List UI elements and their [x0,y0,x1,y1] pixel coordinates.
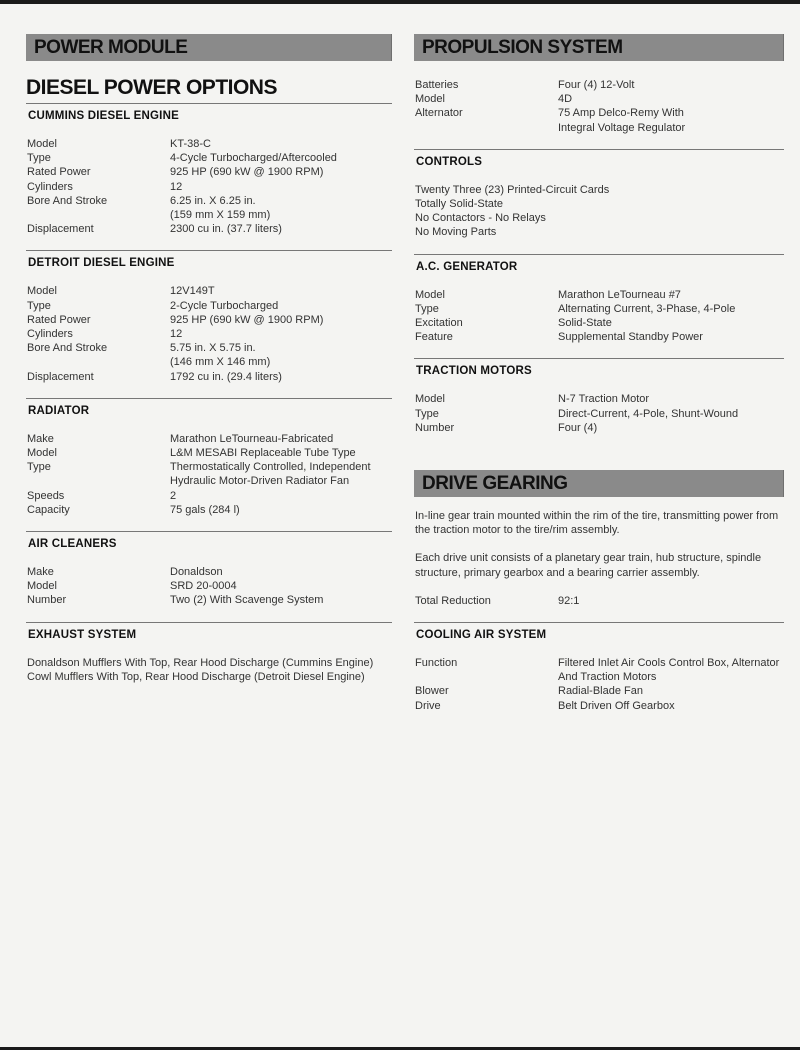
divider [414,622,784,623]
spec-value: Four (4) [558,421,598,434]
controls-list [415,183,784,240]
exhaust-description [27,656,392,684]
spec-row [27,341,392,355]
spec-label: Speeds [27,489,65,502]
divider [26,103,392,104]
drive-gearing-paragraph: In-line gear train mounted within the rim of the tire, transmitting power from the traction motor to the tire/rim assembly. [415,510,779,537]
spec-value: 75 Amp Delco-Remy With [558,107,684,120]
spec-label [415,121,558,135]
spec-row [27,460,392,474]
exhaust-section-title: EXHAUST SYSTEM [28,628,137,641]
controls-item: Totally Solid-State [415,198,504,211]
spec-value: (146 mm X 146 mm) [170,356,271,369]
spec-value: 92:1 [558,594,580,607]
spec-label: Capacity [27,503,70,516]
spec-label: Excitation [415,317,463,330]
drive-gearing-banner: DRIVE GEARING [414,470,784,497]
spec-value: Marathon LeTourneau-Fabricated [170,432,334,445]
spec-label: Bore And Stroke [27,194,108,207]
controls-item: No Contactors - No Relays [415,212,546,225]
spec-value: Direct-Current, 4-Pole, Shunt-Wound [558,407,739,420]
controls-item: Twenty Three (23) Printed-Circuit Cards [415,183,610,196]
spec-row [27,489,392,503]
cummins-section-title: CUMMINS DIESEL ENGINE [28,110,179,122]
spec-value: 2300 cu in. (37.7 liters) [170,223,282,236]
spec-label: Rated Power [27,313,91,326]
spec-row [415,92,784,106]
spec-value: Thermostatically Controlled, Independent [170,461,371,474]
spec-value: L&M MESABI Replaceable Tube Type [170,447,356,460]
spec-row [27,593,392,607]
spec-label: Feature [415,331,453,344]
divider [414,254,784,255]
propulsion-system-banner: PROPULSION SYSTEM [414,34,784,61]
spec-value: 925 HP (690 kW @ 1900 RPM) [170,313,324,326]
radiator-section-title: RADIATOR [28,404,90,417]
spec-value: N-7 Traction Motor [558,393,650,406]
spec-row [415,699,784,713]
ac-generator-section-title: A.C. GENERATOR [416,260,518,273]
spec-row [27,355,392,369]
spec-row [27,222,392,236]
spec-row [27,208,392,222]
spec-row [415,288,784,302]
spec-value: Belt Driven Off Gearbox [558,699,675,712]
spec-row [27,137,392,151]
spec-row [27,327,392,341]
spec-row [27,579,392,593]
spec-row [415,302,784,316]
spec-row [27,194,392,208]
spec-label [415,670,558,684]
spec-row [415,330,784,344]
detroit-spec-list [27,284,392,383]
spec-label: Type [415,302,439,315]
spec-row [415,594,784,608]
spec-label [27,474,170,488]
divider [26,531,392,532]
spec-label: Make [27,566,54,579]
power-module-column [26,34,392,684]
spec-label: Drive [415,699,441,712]
spec-value: Radial-Blade Fan [558,685,643,698]
spec-value: KT-38-C [170,138,211,150]
spec-row [415,121,784,135]
air-cleaners-section-title: AIR CLEANERS [28,538,117,551]
divider [26,250,392,251]
spec-label: Cylinders [27,328,73,341]
spec-row [27,474,392,488]
spec-row [415,656,784,670]
spec-value: 2-Cycle Turbocharged [170,299,279,312]
spec-label: Displacement [27,223,94,236]
spec-label: Model [27,447,57,460]
controls-item: No Moving Parts [415,226,497,239]
spec-value: Four (4) 12-Volt [558,79,635,91]
spec-label: Function [415,657,458,670]
spec-label: Bore And Stroke [27,342,108,355]
spec-row [415,684,784,698]
divider [414,149,784,150]
spec-value: Integral Voltage Regulator [558,121,686,134]
spec-row [415,670,784,684]
spec-label: Model [415,288,445,301]
batteries-spec-list [415,78,784,135]
spec-row [27,432,392,446]
spec-label: Number [27,594,67,607]
controls-section-title: CONTROLS [416,155,483,168]
spec-value: 6.25 in. X 6.25 in. [170,194,256,207]
spec-label: Make [27,432,54,445]
spec-row [27,370,392,384]
spec-row [415,106,784,120]
exhaust-line: Cowl Mufflers With Top, Rear Hood Discharge (Detroit Diesel Engine) [27,670,365,683]
spec-label [27,208,170,222]
spec-value: 1792 cu in. (29.4 liters) [170,370,282,383]
spec-label: Total Reduction [415,594,491,607]
spec-value: SRD 20-0004 [170,580,237,593]
spec-row [27,151,392,165]
total-reduction-row [415,594,784,608]
spec-row [27,313,392,327]
spec-label: Type [27,152,51,165]
spec-value: Two (2) With Scavenge System [170,594,324,607]
spec-row [415,421,784,435]
spec-label: Model [27,580,57,593]
ac-generator-spec-list [415,288,784,345]
spec-label: Model [415,393,445,406]
spec-label: Cylinders [27,180,73,193]
spec-row [415,407,784,421]
cooling-air-spec-list [415,656,784,713]
detroit-section-title: DETROIT DIESEL ENGINE [28,257,175,270]
spec-label: Batteries [415,79,459,91]
spec-value: 75 gals (284 l) [170,503,240,516]
spec-value: 12 [170,328,183,341]
radiator-spec-list [27,432,392,517]
spec-label: Blower [415,685,449,698]
spec-label: Number [415,421,455,434]
spec-row [27,565,392,579]
cummins-spec-list [27,137,392,236]
spec-label: Alternator [415,107,463,120]
spec-row [27,180,392,194]
spec-value: Marathon LeTourneau #7 [558,288,681,301]
spec-value: Solid-State [558,317,612,330]
spec-value: And Traction Motors [558,671,657,684]
spec-label: Model [27,285,57,298]
propulsion-column [414,34,784,713]
divider [26,398,392,399]
spec-value: 5.75 in. X 5.75 in. [170,342,256,355]
spec-value: Filtered Inlet Air Cools Control Box, Alternator [558,657,780,670]
spec-row [415,78,784,92]
spec-row [415,316,784,330]
spec-row [27,446,392,460]
divider [414,358,784,359]
spec-label: Model [415,93,445,106]
drive-gearing-paragraph: Each drive unit consists of a planetary gear train, hub structure, spindle structure, primary gearbox and a bearing carrier assembly. [415,552,762,579]
traction-motors-section-title: TRACTION MOTORS [416,365,532,378]
spec-row [415,392,784,406]
spec-value: 2 [170,489,177,502]
spec-value: 4-Cycle Turbocharged/Aftercooled [170,152,337,165]
spec-value: Supplemental Standby Power [558,331,703,344]
spec-row [27,165,392,179]
power-module-banner: POWER MODULE [26,34,392,61]
spec-value: (159 mm X 159 mm) [170,209,271,222]
spec-label: Type [27,299,51,312]
spec-value: 4D [558,93,573,106]
spec-label: Displacement [27,370,94,383]
top-edge [0,0,800,4]
spec-value: 925 HP (690 kW @ 1900 RPM) [170,166,324,179]
traction-motors-spec-list [415,392,784,435]
spec-value: 12 [170,180,183,193]
spec-row [27,299,392,313]
exhaust-line: Donaldson Mufflers With Top, Rear Hood Discharge (Cummins Engine) [27,656,374,669]
spec-label: Type [27,461,51,474]
spec-value: Alternating Current, 3-Phase, 4-Pole [558,302,736,315]
spec-row [27,284,392,298]
spec-label: Type [415,407,439,420]
air-cleaners-spec-list [27,565,392,608]
spec-row [27,503,392,517]
divider [26,622,392,623]
spec-label: Rated Power [27,166,91,179]
spec-label: Model [27,138,57,150]
spec-value: Donaldson [170,566,223,579]
diesel-power-options-title: DIESEL POWER OPTIONS [26,76,277,99]
cooling-air-section-title: COOLING AIR SYSTEM [416,629,547,642]
spec-value: 12V149T [170,285,215,298]
spec-value: Hydraulic Motor-Driven Radiator Fan [170,475,350,488]
spec-label [27,355,170,369]
